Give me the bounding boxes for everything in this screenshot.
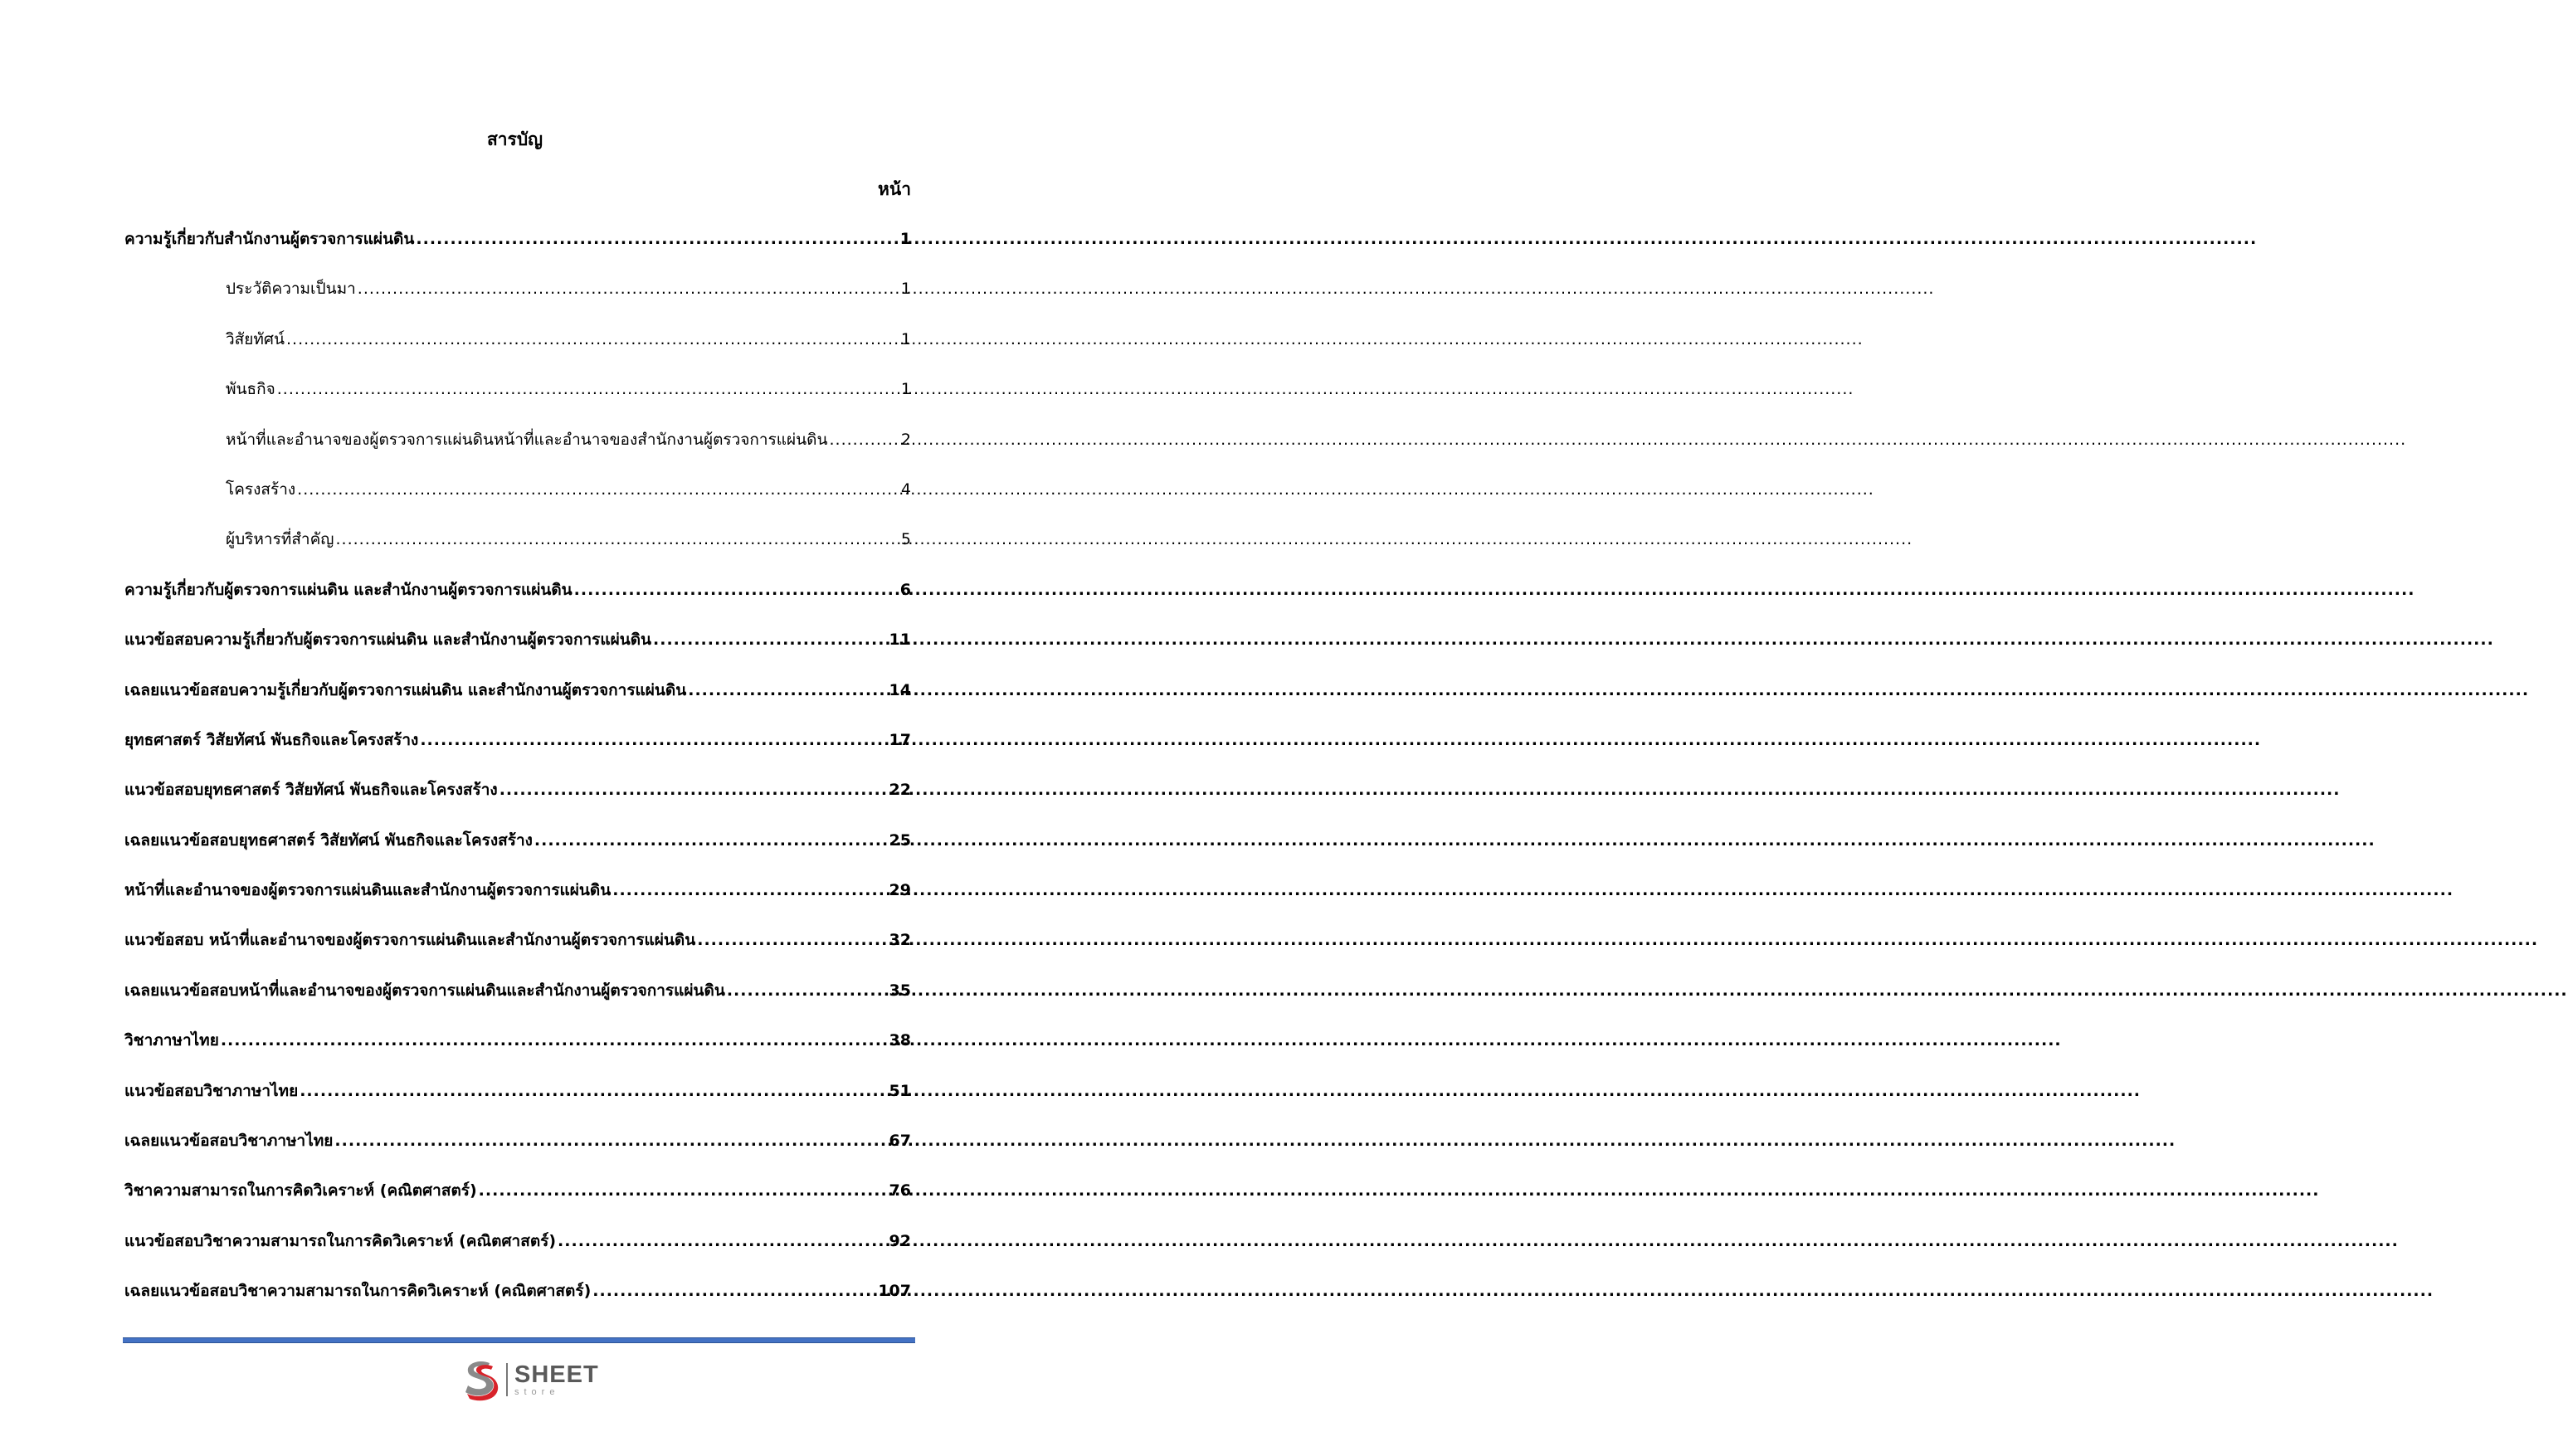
toc-entry-page: 38 (889, 1031, 911, 1050)
toc-dot-leader (695, 928, 889, 952)
logo-separator (506, 1363, 508, 1396)
toc-entry (124, 777, 911, 827)
toc-entry-page: 4 (900, 480, 911, 499)
toc-entry (124, 878, 911, 928)
toc-entry-page: 1 (900, 380, 911, 399)
toc-entry-title: แนวข้อสอบวิชาความสามารถในการคิดวิเคราะห์ (คณิตศาสตร์) (124, 1231, 557, 1250)
toc-entry-page: 14 (889, 680, 911, 699)
sheet-store-logo-icon (460, 1358, 501, 1401)
toc-subentry (124, 377, 911, 426)
toc-dot-leader (591, 1278, 878, 1303)
toc-entry-page: 29 (889, 881, 911, 900)
toc-entry-title: แนวข้อสอบความรู้เกี่ยวกับผู้ตรวจการแผ่นดิน และสำนักงานผู้ตรวจการแผ่นดิน (124, 631, 652, 650)
toc-entry (124, 1278, 911, 1328)
toc-entry-page: 107 (878, 1282, 911, 1301)
toc-dot-leader (477, 1178, 889, 1203)
toc-entry-page: 32 (889, 931, 911, 950)
toc-entry (124, 1178, 911, 1228)
toc-entry-title: ยุทธศาสตร์ วิสัยทัศน์ พันธกิจและโครงสร้าง (124, 730, 419, 749)
toc-entry-page: 11 (889, 631, 911, 650)
table-of-contents (124, 226, 911, 1329)
toc-entry (124, 226, 911, 276)
toc-entry-page: 6 (899, 580, 911, 599)
toc-dot-leader (498, 777, 889, 802)
page-column-header: หน้า (878, 179, 911, 199)
toc-subentry (124, 276, 911, 326)
toc-entry-title: แนวข้อสอบวิชาภาษาไทย (124, 1081, 299, 1100)
toc-dot-leader (418, 728, 889, 752)
toc-entry (124, 978, 911, 1028)
toc-entry-title: ประวัติความเป็นมา (226, 280, 356, 299)
toc-entry-title: โครงสร้าง (226, 480, 296, 499)
toc-subentry (124, 427, 911, 477)
page-title: สารบัญ (486, 129, 543, 149)
toc-entry (124, 1229, 911, 1278)
toc-dot-leader (651, 627, 889, 652)
toc-dot-leader (725, 978, 889, 1003)
toc-entry-title: เฉลยแนวข้อสอบความรู้เกี่ยวกับผู้ตรวจการแผ่นดิน และสำนักงานผู้ตรวจการแผ่นดิน (124, 680, 687, 699)
toc-entry-page: 76 (889, 1181, 911, 1200)
toc-dot-leader (611, 878, 889, 903)
toc-entry (124, 728, 911, 777)
toc-entry (124, 1028, 911, 1078)
toc-entry-page: 51 (889, 1081, 911, 1100)
toc-entry (124, 928, 911, 977)
toc-entry-page: 1 (900, 280, 911, 299)
toc-entry-title: เฉลยแนวข้อสอบยุทธศาสตร์ วิสัยทัศน์ พันธกิจและโครงสร้าง (124, 830, 533, 850)
toc-entry-page: 17 (889, 730, 911, 749)
toc-entry (124, 678, 911, 728)
toc-dot-leader (333, 1128, 889, 1153)
toc-entry-title: หน้าที่และอำนาจของผู้ตรวจการแผ่นดินหน้าที่และอำนาจของสำนักงานผู้ตรวจการแผ่นดิน (226, 430, 828, 449)
footer-divider (123, 1337, 915, 1343)
toc-entry-page: 92 (889, 1231, 911, 1250)
toc-subentry (124, 477, 911, 527)
toc-entry (124, 828, 911, 878)
toc-entry-page: 1 (900, 329, 911, 348)
toc-dot-leader (686, 678, 889, 703)
toc-entry-title: ความรู้เกี่ยวกับผู้ตรวจการแผ่นดิน และสำนักงานผู้ตรวจการแผ่นดิน (124, 580, 573, 599)
toc-entry-page: 67 (889, 1132, 911, 1151)
toc-entry-title: วิชาภาษาไทย (124, 1031, 219, 1050)
toc-entry-title: เฉลยแนวข้อสอบวิชาความสามารถในการคิดวิเคราะห์ (คณิตศาสตร์) (124, 1282, 592, 1301)
toc-dot-leader (533, 828, 889, 853)
toc-entry-title: วิชาความสามารถในการคิดวิเคราะห์ (คณิตศาสตร์) (124, 1181, 477, 1200)
toc-dot-leader (219, 1028, 889, 1053)
toc-dot-leader (295, 477, 901, 502)
toc-entry (124, 577, 911, 627)
toc-dot-leader (573, 577, 900, 602)
toc-subentry (124, 327, 911, 377)
toc-entry-title: แนวข้อสอบ หน้าที่และอำนาจของผู้ตรวจการแผ่นดินและสำนักงานผู้ตรวจการแผ่นดิน (124, 931, 696, 950)
toc-dot-leader (334, 527, 901, 552)
logo-subtitle: store (514, 1386, 560, 1397)
toc-entry-title: พันธกิจ (226, 380, 275, 399)
toc-subentry (124, 527, 911, 577)
toc-entry-title: ความรู้เกี่ยวกับสำนักงานผู้ตรวจการแผ่นดิน (124, 230, 415, 248)
toc-entry (124, 1128, 911, 1178)
toc-dot-leader (356, 276, 901, 301)
toc-dot-leader (275, 377, 901, 402)
toc-dot-leader (298, 1079, 889, 1103)
toc-entry (124, 1079, 911, 1128)
toc-entry-title: เฉลยแนวข้อสอบวิชาภาษาไทย (124, 1132, 334, 1151)
toc-entry-title: ผู้บริหารที่สำคัญ (226, 530, 334, 549)
toc-dot-leader (828, 427, 901, 452)
toc-entry-page: 2 (900, 430, 911, 449)
toc-entry-page: 1 (899, 230, 911, 248)
footer-logo (460, 1357, 599, 1402)
toc-entry-page: 22 (889, 781, 911, 800)
toc-dot-leader (556, 1229, 889, 1254)
logo-wordmark (514, 1363, 599, 1397)
toc-entry-title: วิสัยทัศน์ (226, 329, 285, 348)
toc-entry-page: 35 (889, 981, 911, 1000)
toc-dot-leader (285, 327, 901, 352)
toc-entry-title: หน้าที่และอำนาจของผู้ตรวจการแผ่นดินและสำนักงานผู้ตรวจการแผ่นดิน (124, 881, 612, 900)
toc-entry-title: แนวข้อสอบยุทธศาสตร์ วิสัยทัศน์ พันธกิจและโครงสร้าง (124, 781, 498, 800)
logo-name: SHEET (514, 1361, 599, 1388)
toc-dot-leader (414, 226, 899, 251)
toc-entry-title: เฉลยแนวข้อสอบหน้าที่และอำนาจของผู้ตรวจการแผ่นดินและสำนักงานผู้ตรวจการแผ่นดิน (124, 981, 725, 1000)
toc-entry (124, 627, 911, 677)
toc-entry-page: 25 (889, 830, 911, 850)
toc-entry-page: 5 (900, 530, 911, 549)
